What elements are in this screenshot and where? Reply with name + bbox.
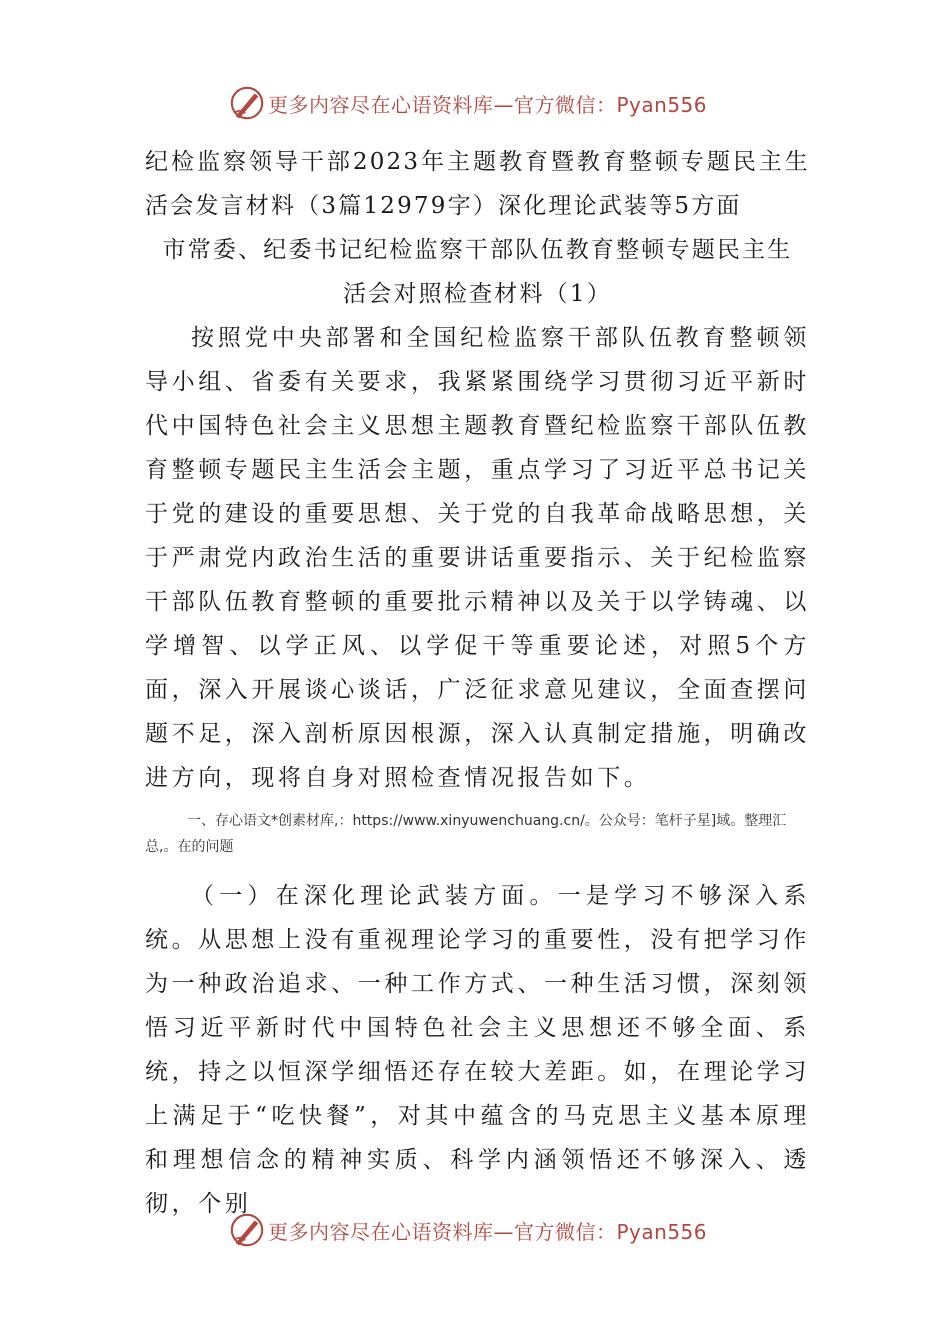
document-subtitle-line1: 市常委、纪委书记纪检监察干部队伍教育整顿专题民主生 xyxy=(162,237,793,263)
footer-banner xyxy=(228,1210,707,1250)
banner-text: 更多内容尽在心语资料库—官方微信：Pyan556 xyxy=(268,92,708,117)
section-1-paragraph: （一）在深化理论武装方面。一是学习不够深入系统。从思想上没有重视理论学习的重要性，没有把学习作为一种政治追求、一种工作方式、一种生活习惯，深刻领悟习近平新时代中国特色社会主义思想还不够全面、系统，持之以恒深学细悟还存在较大差距。如，在理论学习上满足于“吃快餐”，对其中蕴含的马克思主义基本原理和理想信念的精神实质、科学内涵领悟还不够深入、透彻，个别 xyxy=(145,883,810,1217)
document-title: 纪检监察领导干部2023年主题教育暨教育整顿专题民主生活会发言材料（3篇12979字）深化理论武装等5方面 xyxy=(145,149,810,219)
document-body xyxy=(145,140,810,1226)
intro-paragraph: 按照党中央部署和全国纪检监察干部队伍教育整顿领导小组、省委有关要求，我紧紧围绕学习贯彻习近平新时代中国特色社会主义思想主题教育暨纪检监察干部队伍教育整顿专题民主生活会主题，重点学习了习近平总书记关于党的建设的重要思想、关于党的自我革命战略思想，关于严肃党内政治生活的重要讲话重要指示、关于纪检监察干部队伍教育整顿的重要批示精神以及关于以学铸魂、以学增智、以学正风、以学促干等重要论述，对照5个方面，深入开展谈心谈话，广泛征求意见建议，全面查摆问题不足，深入剖析原因根源，深入认真制定措施，明确改进方向，现将自身对照检查情况报告如下。 xyxy=(145,325,810,791)
document-subtitle-line2: 活会对照检查材料（1） xyxy=(343,281,612,307)
banner-text: 更多内容尽在心语资料库—官方微信：Pyan556 xyxy=(268,1219,708,1244)
header-banner xyxy=(228,83,707,123)
pen-logo-icon xyxy=(228,1211,266,1249)
source-note: 一、存心语文*创素材库,：https://www.xinyuwenchuang.cn/。公众号：笔杆子星]域。整理汇总,。在的问题 xyxy=(145,813,787,855)
pen-logo-icon xyxy=(228,84,266,122)
